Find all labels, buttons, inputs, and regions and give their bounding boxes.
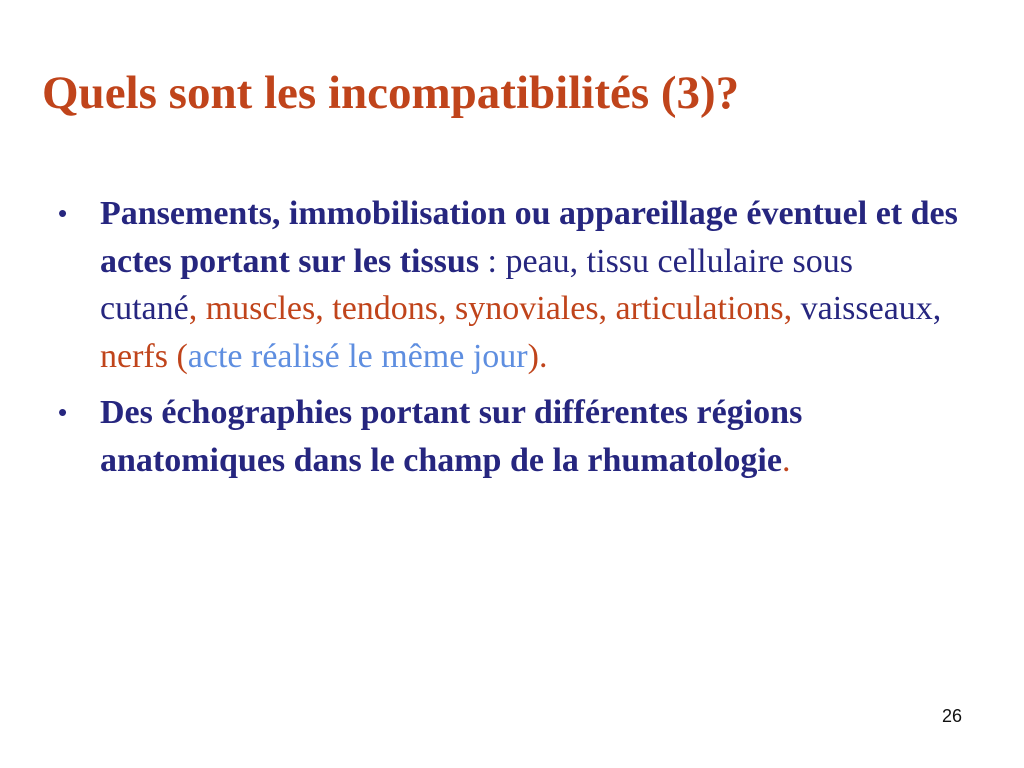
- bullet-text-run: : peau, tissu cellulaire sous cutané: [100, 242, 853, 327]
- bullet-text-run: Des échographies portant sur différentes régions anatomiques dans le champ de la rhumatologie: [100, 394, 803, 479]
- bullet-item: [58, 389, 958, 484]
- bullet-text: [100, 195, 958, 375]
- slide-title: Quels sont les incompatibilités (3)?: [42, 67, 740, 119]
- bullet-text-run: acte réalisé le même jour: [187, 337, 528, 375]
- bullet-icon: •: [58, 397, 68, 427]
- bullet-text-run: .: [781, 441, 791, 479]
- bullet-icon: •: [58, 198, 68, 228]
- bullet-text-run: , muscles, tendons, synoviales, articulations,: [188, 290, 793, 327]
- bullet-text-run: vaisseaux,: [792, 290, 942, 327]
- bullet-list: [58, 190, 958, 484]
- page-number: 26: [941, 706, 962, 726]
- bullet-text-run: Pansements, immobilisation ou appareillage éventuel et des actes portant sur les tissus: [100, 195, 958, 280]
- bullet-text-run: ).: [527, 337, 548, 375]
- bullet-item: [58, 190, 958, 380]
- bullet-text: [100, 394, 802, 479]
- bullet-text-run: nerfs (: [100, 337, 188, 375]
